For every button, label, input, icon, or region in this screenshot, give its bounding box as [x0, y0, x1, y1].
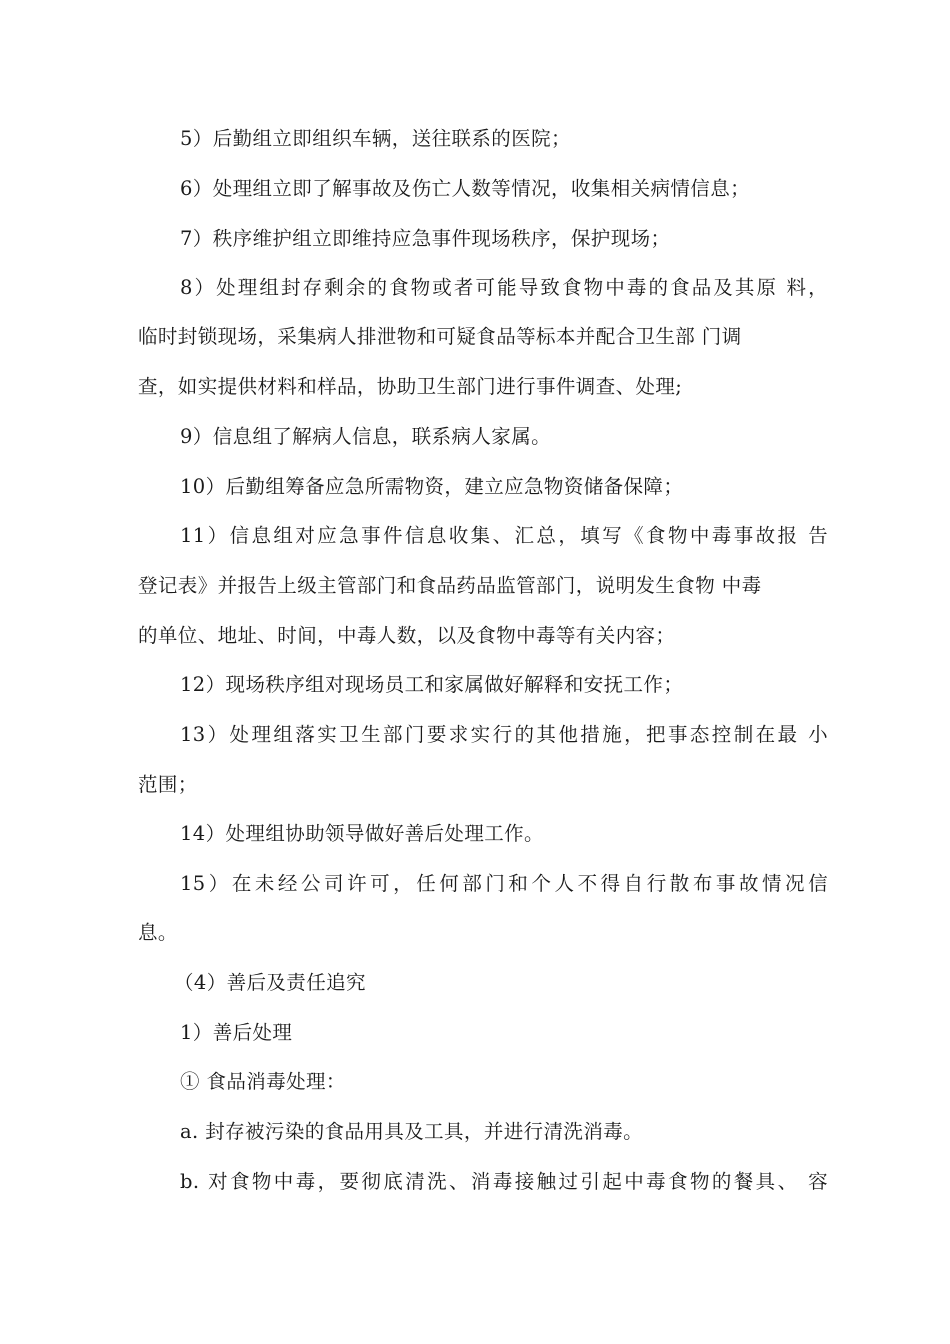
text-line-item-5: 5）后勤组立即组织车辆，送往联系的医院； — [180, 127, 571, 150]
text-line-item-15: 15）在未经公司许可，任何部门和个人不得自行散布事故情况信 — [180, 872, 828, 895]
text-line-item-9: 9）信息组了解病人信息，联系病人家属。 — [180, 425, 552, 448]
text-line-item-11: 11）信息组对应急事件信息收集、汇总，填写《食物中毒事故报 告 — [180, 524, 828, 547]
text-line-item-7: 7）秩序维护组立即维持应急事件现场秩序，保护现场； — [180, 227, 671, 250]
subheading-food-disinfection: ① 食品消毒处理： — [180, 1070, 346, 1093]
text-line-item-11-cont-2: 的单位、地址、时间，中毒人数，以及食物中毒等有关内容； — [138, 624, 676, 647]
text-line-item-13: 13）处理组落实卫生部门要求实行的其他措施，把事态控制在最 小 — [180, 723, 828, 746]
text-line-item-6: 6）处理组立即了解事故及伤亡人数等情况，收集相关病情信息； — [180, 177, 751, 200]
text-line-item-8-cont-1: 临时封锁现场，采集病人排泄物和可疑食品等标本并配合卫生部 门调 — [138, 325, 742, 348]
subsection-heading-aftermath-handling: 1）善后处理 — [180, 1021, 293, 1044]
text-line-item-14: 14）处理组协助领导做好善后处理工作。 — [180, 822, 544, 845]
text-line-item-a: a. 封存被污染的食品用具及工具，并进行清洗消毒。 — [180, 1120, 644, 1143]
text-line-item-12: 12）现场秩序组对现场员工和家属做好解释和安抚工作； — [180, 673, 684, 696]
text-line-item-15-cont: 息。 — [138, 921, 178, 944]
text-line-item-10: 10）后勤组筹备应急所需物资，建立应急物资储备保障； — [180, 475, 684, 498]
text-line-item-b: b. 对食物中毒，要彻底清洗、消毒接触过引起中毒食物的餐具、 容 — [180, 1170, 828, 1193]
section-heading-aftermath: （4）善后及责任追究 — [174, 971, 366, 994]
text-line-item-13-cont: 范围； — [138, 773, 198, 796]
text-line-item-8-cont-2: 查，如实提供材料和样品，协助卫生部门进行事件调查、处理; — [138, 375, 683, 398]
text-line-item-11-cont-1: 登记表》并报告上级主管部门和食品药品监管部门，说明发生食物 中毒 — [138, 574, 762, 597]
text-line-item-8: 8）处理组封存剩余的食物或者可能导致食物中毒的食品及其原 料， — [180, 276, 828, 299]
